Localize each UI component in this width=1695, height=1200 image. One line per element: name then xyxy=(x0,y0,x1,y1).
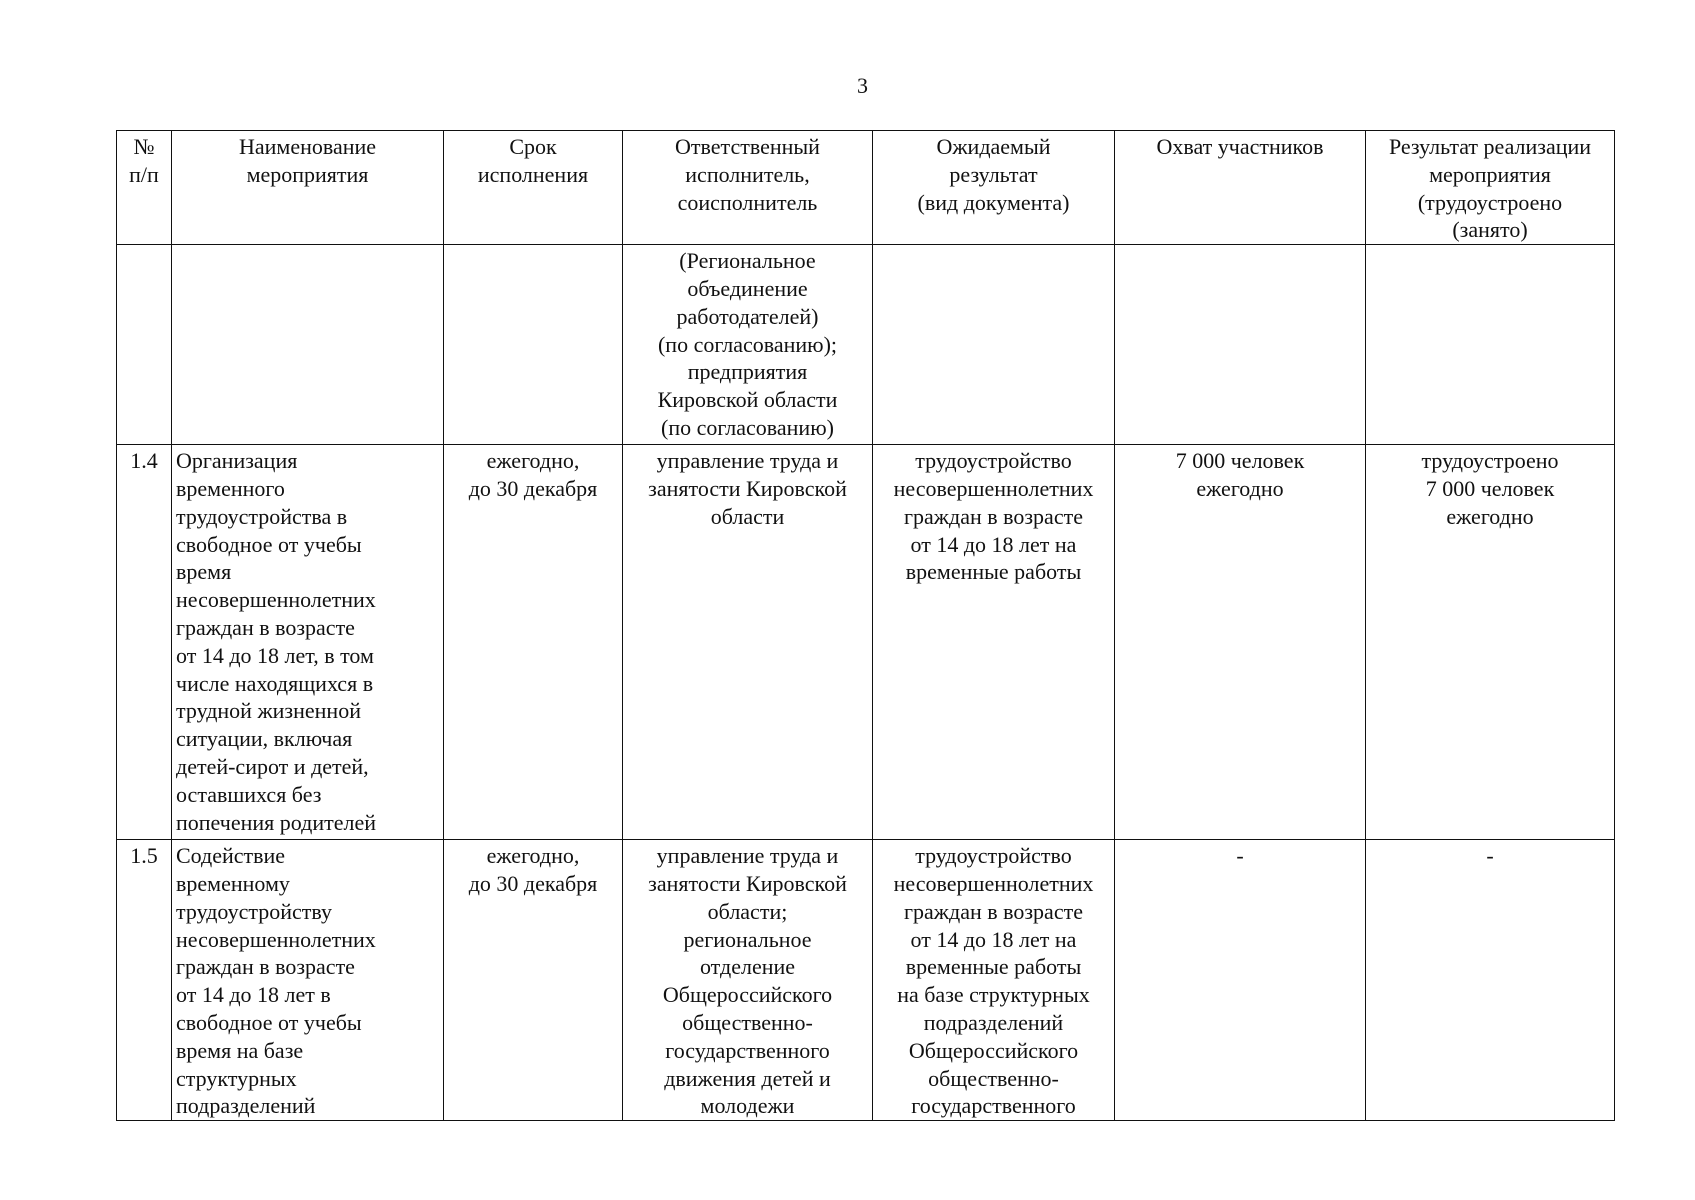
cell-responsible: управление труда и занятости Кировской области; региональное отделение Общероссийского общественно- государственного движения детей и молодежи xyxy=(623,840,873,1121)
cell-implementation-result xyxy=(1366,245,1615,445)
cell-number: 1.5 xyxy=(117,840,172,1121)
header-event-name: Наименование мероприятия xyxy=(172,131,444,245)
cell-event-name xyxy=(172,245,444,445)
cell-expected-result: трудоустройство несовершеннолетних граждан в возрасте от 14 до 18 лет на временные работы xyxy=(873,445,1115,840)
cell-coverage: - xyxy=(1115,840,1366,1121)
header-responsible: Ответственный исполнитель, соисполнитель xyxy=(623,131,873,245)
cell-expected-result xyxy=(873,245,1115,445)
action-plan-table xyxy=(116,130,1615,1121)
header-deadline: Срок исполнения xyxy=(444,131,623,245)
header-coverage: Охват участников xyxy=(1115,131,1366,245)
table-row xyxy=(117,445,1615,840)
table-row xyxy=(117,840,1615,1121)
table-header-row xyxy=(117,131,1615,245)
header-expected-result: Ожидаемый результат (вид документа) xyxy=(873,131,1115,245)
cell-deadline: ежегодно, до 30 декабря xyxy=(444,840,623,1121)
cell-number: 1.4 xyxy=(117,445,172,840)
cell-number xyxy=(117,245,172,445)
cell-responsible: (Региональное объединение работодателей) (по согласованию); предприятия Кировской области (по согласованию) xyxy=(623,245,873,445)
cell-implementation-result: - xyxy=(1366,840,1615,1121)
cell-coverage: 7 000 человек ежегодно xyxy=(1115,445,1366,840)
cell-coverage xyxy=(1115,245,1366,445)
cell-responsible: управление труда и занятости Кировской области xyxy=(623,445,873,840)
cell-implementation-result: трудоустроено 7 000 человек ежегодно xyxy=(1366,445,1615,840)
page-number: 3 xyxy=(857,73,868,98)
cell-expected-result: трудоустройство несовершеннолетних граждан в возрасте от 14 до 18 лет на временные работы на базе структурных подразделений Общероссийского общественно- государственного xyxy=(873,840,1115,1121)
cell-event-name: Содействие временному трудоустройству несовершеннолетних граждан в возрасте от 14 до 18 лет в свободное от учебы время на базе структурных подразделений xyxy=(172,840,444,1121)
cell-deadline xyxy=(444,245,623,445)
table-row xyxy=(117,245,1615,445)
cell-deadline: ежегодно, до 30 декабря xyxy=(444,445,623,840)
header-implementation-result: Результат реализации мероприятия (трудоустроено (занято) xyxy=(1366,131,1615,245)
header-number: № п/п xyxy=(117,131,172,245)
cell-event-name: Организация временного трудоустройства в свободное от учебы время несовершеннолетних граждан в возрасте от 14 до 18 лет, в том числе находящихся в трудной жизненной ситуации, включая детей-сирот и детей, оставшихся без попечения родителей xyxy=(172,445,444,840)
